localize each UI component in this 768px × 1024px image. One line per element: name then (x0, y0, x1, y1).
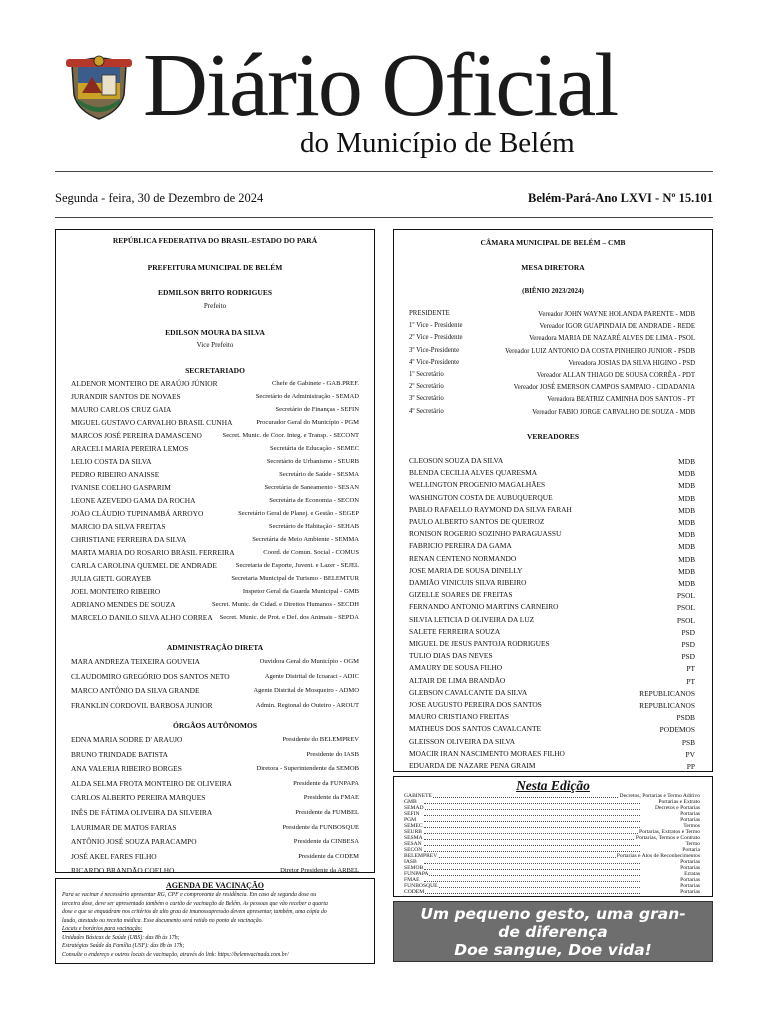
mesa-label: 1º Secretário (409, 371, 444, 378)
vereador-party: PV (685, 749, 695, 759)
prefeito-role: Prefeito (203, 302, 227, 310)
index-section: CODEM (404, 889, 425, 895)
index-content: Portarias (680, 811, 700, 817)
banner-line: Um pequeno gesto, uma gran- (420, 905, 686, 923)
index-content: Portarias, Extratos e Termo (638, 829, 700, 835)
doe-sangue-banner (393, 901, 713, 962)
leader-dots (424, 887, 640, 888)
index-section: SEMOB (404, 865, 424, 871)
vacina-line: dose e que se enquadram nos critérios de alto grau de imunossupressão devem apresentar, também, uma cópia do (62, 909, 327, 915)
vereador-name: GLEISSON OLIVEIRA DA SILVA (409, 736, 516, 746)
mesa-label: 3º Secretário (409, 395, 444, 403)
masthead-subtitle: do Município de Belém (300, 127, 575, 159)
vereador-party: PP (686, 762, 695, 771)
divider (55, 171, 713, 172)
member-name: LAURIMAR DE MATOS FARIAS (71, 822, 177, 832)
leader-dots (424, 893, 640, 894)
vereador-party: MDB (678, 530, 695, 540)
vereadores-title: VEREADORES (526, 432, 580, 441)
vereador-party: PSOL (676, 603, 695, 613)
index-row (404, 889, 700, 895)
leader-dots (424, 821, 640, 822)
member-name: JULIA GIETL GORAYEB (71, 574, 151, 583)
member-name: JOEL MONTEIRO RIBEIRO (71, 587, 161, 596)
member-name: INÊS DE FÁTIMA OLIVEIRA DA SILVEIRA (71, 808, 213, 817)
index-content: Erratas (684, 871, 700, 877)
member-role: Presidente da CODEM (298, 852, 359, 860)
vereador-party: PSDB (676, 713, 695, 723)
index-content: Portarias (680, 889, 700, 895)
member-role: Presidente do BELEMPREV (282, 736, 359, 743)
orgaos-title: ÓRGÃOS AUTÔNOMOS (173, 721, 257, 730)
member-role: Secretaria de Esporte, Juvent. e Lazer - SEJEL (235, 562, 359, 569)
vereador-name: ALTAIR DE LIMA BRANDÃO (409, 675, 506, 685)
section-header: REPÚBLICA FEDERATIVA DO BRASIL-ESTADO DO PARÁ (112, 236, 318, 245)
vereador-party: PT (686, 664, 695, 674)
vereador-name: RONISON ROGERIO SOZINHO PARAGUASSU (409, 529, 562, 539)
index-content: Portarias, Termos e Contrato (635, 835, 700, 841)
vereador-name: TULIO DIAS DAS NEVES (409, 651, 493, 661)
issue-number: Belém-Pará-Ano LXVI - Nº 15.101 (527, 191, 713, 205)
vereador-name: MATHEUS DOS SANTOS CAVALCANTE (409, 724, 542, 734)
mesa-member: Vereador JOHN WAYNE HOLANDA PARENTE - MDB (538, 311, 695, 318)
member-role: Diretora - Superintendente da SEMOB (256, 765, 359, 773)
banner-line: Doe sangue, Doe vida! (454, 941, 652, 959)
leader-dots (424, 833, 640, 834)
vereador-name: BLENDA CECILIA ALVES QUARESMA (409, 468, 538, 478)
member-role: Secretário de Finanças - SEFIN (275, 406, 359, 413)
vacina-line: laudo, atestado ou receita médica. Esse documento será retido no ponto de vacinação. (62, 917, 263, 924)
vereador-party: MDB (678, 481, 695, 491)
agenda-vacinacao-title: AGENDA DE VACINAÇÃO (166, 881, 264, 890)
index-content: Portarias e Atos de Reconhecimentos (616, 853, 700, 859)
leader-dots (424, 797, 640, 798)
member-name: CHRISTIANE FERREIRA DA SILVA (71, 535, 187, 544)
vereador-party: PSD (681, 640, 695, 649)
vereador-name: RENAN CENTENO NORMANDO (409, 553, 517, 563)
vice-role: Vice Prefeito (196, 341, 234, 349)
index-section: FUNPAPA (404, 871, 429, 877)
member-name: CLAUDOMIRO GREGÓRIO DOS SANTOS NETO (71, 671, 230, 681)
member-name: EDNA MARIA SODRE D' ARAUJO (71, 735, 183, 744)
member-name: JOSÉ AKEL FARES FILHO (71, 851, 157, 861)
index-section: SEMAD (404, 805, 424, 811)
vacina-line: Estratégias Saúde da Família (USF): das 8h às 17h; (62, 943, 185, 949)
index-section: IASB (404, 859, 417, 865)
member-role: Secretário de Habitação - SEHAB (268, 523, 359, 530)
vereador-name: WELLINGTON PROGENIO MAGALHÃES (409, 480, 546, 490)
leader-dots (424, 803, 640, 804)
vacina-line: Consulte o endereço e outros locais de vacinação, através do link: https://belemvacinada.com.br/ (62, 951, 289, 958)
index-section: SEMEC (404, 823, 423, 829)
leader-dots (424, 857, 640, 858)
member-role: Secretária de Educação - SEMEC (270, 445, 359, 452)
mesa-label: 2º Vice - Presidente (409, 334, 463, 342)
index-content: Portarias (680, 859, 700, 865)
mesa-label: 2º Secretário (409, 383, 444, 391)
member-role: Secretária de Saneamento - SESAN (264, 484, 359, 491)
member-name: MARCO ANTÔNIO DA SILVA GRANDE (71, 686, 200, 695)
member-name: ALDENOR MONTEIRO DE ARAÚJO JÚNIOR (71, 379, 218, 388)
member-name: ADRIANO MENDES DE SOUZA (71, 600, 176, 609)
member-name: CARLOS ALBERTO PEREIRA MARQUES (71, 793, 206, 803)
member-name: IVANISE COELHO GASPARIM (71, 483, 171, 492)
index-section: FUNBOSQUE (404, 883, 438, 889)
prefeito-name: EDMILSON BRITO RODRIGUES (157, 288, 273, 297)
member-name: MIGUEL GUSTAVO CARVALHO BRASIL CUNHA (71, 418, 233, 427)
divider (55, 217, 713, 218)
vereador-name: DAMIÃO VINICUIS SILVA RIBEIRO (409, 578, 527, 587)
member-role: Secret. Munic. de Prot. e Def. dos Animais - SEPDA (219, 614, 359, 621)
vereador-name: PABLO RAFAELLO RAYMOND DA SILVA FARAH (409, 504, 572, 514)
index-section: SESMA (404, 835, 423, 841)
member-role: Diretor Presidente da ARBEL (280, 867, 359, 875)
vereador-party: MDB (678, 505, 695, 515)
vereador-name: GIZELLE SOARES DE FREITAS (409, 590, 513, 600)
vereador-party: REPUBLICANOS (639, 688, 695, 698)
index-section: SEFIN (404, 811, 420, 817)
vacina-line: Locais e horários para vacinação: (62, 926, 143, 932)
mesa-member: Vereadora MARIA DE NAZARÉ ALVES DE LIMA - PSOL (529, 335, 695, 343)
vereador-party: PSD (681, 627, 695, 637)
member-name: ALDA SELMA FROTA MONTEIRO DE OLIVEIRA (71, 778, 232, 788)
member-name: MARCIO DA SILVA FREITAS (71, 522, 166, 531)
mesa-member: Vereador LUIZ ANTONIO DA COSTA PINHEIRO JUNIOR - PSDB (504, 347, 695, 355)
index-section: GABINETE (404, 793, 432, 799)
mesa-member: Vereador ALLAN THIAGO DE SOUSA CORRÊA - PDT (536, 372, 695, 379)
member-name: PEDRO RIBEIRO ANAISSE (71, 470, 160, 479)
member-role: Presidente do IASB (306, 750, 359, 758)
index-section: FMAE (404, 877, 420, 883)
index-content: Portarias (680, 817, 700, 823)
mesa-member: Vereador IGOR GUAPINDAIA DE ANDRADE - REDE (539, 323, 695, 331)
member-name: ANA VALERIA RIBEIRO BORGES (71, 764, 182, 774)
agenda-vacinacao-panel (55, 878, 375, 964)
index-content: Portaria (682, 847, 700, 853)
vereador-party: MDB (678, 542, 695, 552)
member-name: ARACELI MARIA PEREIRA LEMOS (71, 444, 189, 453)
mesa-label: PRESIDENTE (409, 310, 450, 317)
member-name: MARCELO DANILO SILVA ALHO CORREA (71, 613, 213, 622)
member-role: Procurador Geral do Município - PGM (256, 419, 359, 426)
mesa-label: 1º Vice - Presidente (409, 322, 463, 330)
secretariado-title: SECRETARIADO (185, 366, 245, 375)
member-role: Secretário de Saúde - SESMA (279, 471, 359, 478)
vacina-line: Unidades Básicas de Saúde (UBS): das 8h às 17h; (62, 934, 180, 941)
member-role: Inspetor Geral da Guarda Municipal - GMB (242, 588, 359, 595)
leader-dots (424, 881, 640, 882)
vereador-party: PSB (681, 737, 695, 747)
vereador-name: EDUARDA DE NAZARE PENA GRAIM (409, 761, 536, 770)
leader-dots (424, 875, 640, 876)
vereador-name: PAULO ALBERTO SANTOS DE QUEIROZ (409, 517, 545, 526)
leader-dots (424, 839, 640, 840)
vereador-name: JOSE MARIA DE SOUSA DINELLY (409, 565, 523, 575)
member-name: FRANKLIN CORDOVIL BARBOSA JUNIOR (71, 700, 213, 710)
index-content: Termos (683, 823, 700, 829)
section-header: PREFEITURA MUNICIPAL DE BELÉM (147, 263, 283, 272)
vereador-party: PSOL (676, 615, 695, 625)
vereador-party: PSD (681, 652, 695, 662)
member-role: Agente Distrital de Mosqueiro - ADMO (253, 687, 359, 694)
masthead-title: Diário Oficial (143, 36, 618, 135)
member-name: LEONE AZEVEDO GAMA DA ROCHA (71, 496, 196, 505)
vacina-line: Para se vacinar é necessário apresentar RG, CPF e comprovante de residência. Em caso de segunda dose ou (62, 892, 317, 898)
banner-line: de diferença (498, 923, 608, 941)
member-role: Secretário de Urbanismo - SEURB (266, 458, 359, 465)
leader-dots (424, 827, 640, 828)
mesa-member: Vereador FABIO JORGE CARVALHO DE SOUZA - MDB (532, 408, 695, 416)
member-role: Secret. Munic. de Coor. Integ. e Transp. - SECONT (222, 432, 359, 439)
leader-dots (424, 815, 640, 816)
member-role: Secretária de Meio Ambiente - SEMMA (252, 536, 359, 543)
index-section: PGM (404, 817, 417, 823)
member-role: Secretária de Economia - SECON (269, 497, 359, 504)
member-role: Secretaria Municipal de Turismo - BELEMTUR (231, 575, 359, 582)
member-role: Agente Distrital de Icoaraci - ADIC (264, 672, 359, 680)
member-name: MARCOS JOSÉ PEREIRA DAMASCENO (71, 431, 202, 440)
index-content: Portarias (680, 883, 700, 889)
member-name: ANTÔNIO JOSÉ SOUZA PARACAMPO (71, 837, 197, 847)
admin-title: ADMINISTRAÇÃO DIRETA (166, 643, 264, 652)
vereador-name: SILVIA LETICIA D OLIVEIRA DA LUZ (409, 614, 535, 624)
member-role: Presidente da CINBESA (293, 838, 359, 846)
member-role: Secretário Geral de Planej. e Gestão - SEGEP (238, 510, 359, 517)
vereador-party: MDB (678, 566, 695, 576)
vereador-name: MAURO CRISTIANO FREITAS (409, 712, 510, 722)
member-role: Secret. Munic. de Cidad. e Direitos Humanos - SECDH (211, 601, 359, 608)
vereador-party: REPUBLICANOS (639, 701, 695, 710)
camara-panel (393, 229, 713, 772)
vereador-name: JOSE AUGUSTO PEREIRA DOS SANTOS (409, 700, 542, 709)
vereador-party: PODEMOS (659, 725, 695, 735)
member-name: RICARDO BRANDÃO COELHO (71, 866, 175, 876)
mesa-label: 4º Secretário (409, 407, 444, 415)
vereador-party: PT (686, 676, 695, 686)
member-role: Chefe de Gabinete - GAB.PREF. (271, 380, 359, 387)
mesa-label: 3º Vice-Presidente (409, 346, 460, 354)
leader-dots (424, 845, 640, 846)
belem-coat-of-arms-icon (64, 53, 134, 121)
vereador-party: MDB (678, 554, 695, 564)
member-role: Presidente da FUMBEL (295, 809, 359, 816)
mesa-member: Vereador JOSÉ EMERSON CAMPOS SAMPAIO - CIDADANIA (513, 384, 695, 392)
member-name: MARTA MARIA DO ROSARIO BRASIL FERREIRA (71, 548, 235, 557)
member-name: MARA ANDREZA TEIXEIRA GOUVEIA (71, 657, 200, 666)
vereador-party: PSOL (676, 591, 695, 601)
vereador-name: CLEOSON SOUZA DA SILVA (409, 456, 504, 465)
index-section: SESAN (404, 841, 422, 847)
mesa-member: Vereadora BEATRIZ CAMINHA DOS SANTOS - PT (547, 396, 695, 404)
index-section: SEURB (404, 829, 423, 835)
prefeitura-panel (55, 229, 375, 876)
section-header: (BIÊNIO 2023/2024) (522, 287, 584, 295)
vereador-party: MDB (678, 457, 695, 466)
index-section: SECON (404, 847, 423, 853)
vereador-party: MDB (678, 493, 695, 503)
leader-dots (424, 851, 640, 852)
member-name: JOÃO CLÁUDIO TUPINAMBÁ ARROYO (71, 509, 204, 518)
leader-dots (424, 863, 640, 864)
vereador-name: AMAURY DE SOUSA FILHO (409, 663, 503, 673)
vereador-party: MDB (678, 518, 695, 527)
member-name: MAURO CARLOS CRUZ GAIA (71, 405, 172, 414)
vereador-name: MOACIR IRAN NASCIMENTO MORAES FILHO (409, 748, 565, 758)
vereador-name: WASHINGTON COSTA DE AUBUQUERQUE (409, 492, 553, 502)
member-name: CARLA CAROLINA QUEMEL DE ANDRADE (71, 561, 217, 570)
section-header: MESA DIRETORA (521, 263, 585, 272)
vereador-name: GLEBSON CAVALCANTE DA SILVA (409, 687, 528, 697)
index-content: Termo (685, 841, 700, 847)
leader-dots (424, 809, 640, 810)
member-role: Presidente da FMAE (303, 794, 359, 802)
member-role: Secretário de Administração - SEMAD (255, 393, 359, 400)
member-name: LELIO COSTA DA SILVA (71, 457, 152, 466)
member-name: BRUNO TRINDADE BATISTA (71, 749, 168, 759)
member-role: Presidente da FUNBOSQUE (282, 823, 359, 831)
member-role: Presidente da FUNPAPA (293, 779, 359, 787)
leader-dots (424, 869, 640, 870)
nesta-edicao-panel (393, 776, 713, 897)
vacina-line: terceira dose, deve ser apresentado também o cartão de vacinação de Belém. As pessoas que vão receber a quarta (62, 900, 328, 907)
member-name: JURANDIR SANTOS DE NOVAES (71, 392, 181, 401)
member-role: Ouvidora Geral do Município - OGM (259, 658, 359, 665)
section-header: CÂMARA MUNICIPAL DE BELÉM – CMB (480, 238, 626, 247)
vereador-party: MDB (678, 579, 695, 588)
publication-date: Segunda - feira, 30 de Dezembro de 2024 (55, 191, 264, 205)
index-content: Decretos e Portarias (654, 805, 700, 811)
member-role: Coord. de Comun. Social - COMUS (263, 549, 359, 556)
index-content: Portarias (680, 877, 700, 883)
index-content: Portarias e Extrato (658, 799, 700, 805)
member-role: Admin. Regional do Outeiro - AROUT (255, 701, 359, 709)
index-section: BELEMPREV (404, 853, 438, 859)
index-content: Portarias (680, 865, 700, 871)
vereador-name: FABRICIO PEREIRA DA GAMA (409, 541, 512, 551)
index-section: GMB (404, 799, 417, 805)
vereador-party: MDB (678, 469, 695, 479)
vereador-name: MIGUEL DE JESUS PANTOJA RODRIGUES (409, 639, 550, 648)
index-content: Decretos, Portarias e Termo Aditivo (619, 793, 700, 799)
vereador-name: SALETE FERREIRA SOUZA (409, 626, 501, 636)
vereador-name: FERNANDO ANTONIO MARTINS CARNEIRO (409, 602, 559, 612)
mesa-member: Vereadora JOSIAS DA SILVA HIGINO - PSD (568, 359, 695, 367)
mesa-label: 4º Vice-Presidente (409, 358, 460, 366)
nesta-edicao-title: Nesta Edição (516, 778, 590, 793)
vice-name: EDILSON MOURA DA SILVA (165, 328, 265, 337)
